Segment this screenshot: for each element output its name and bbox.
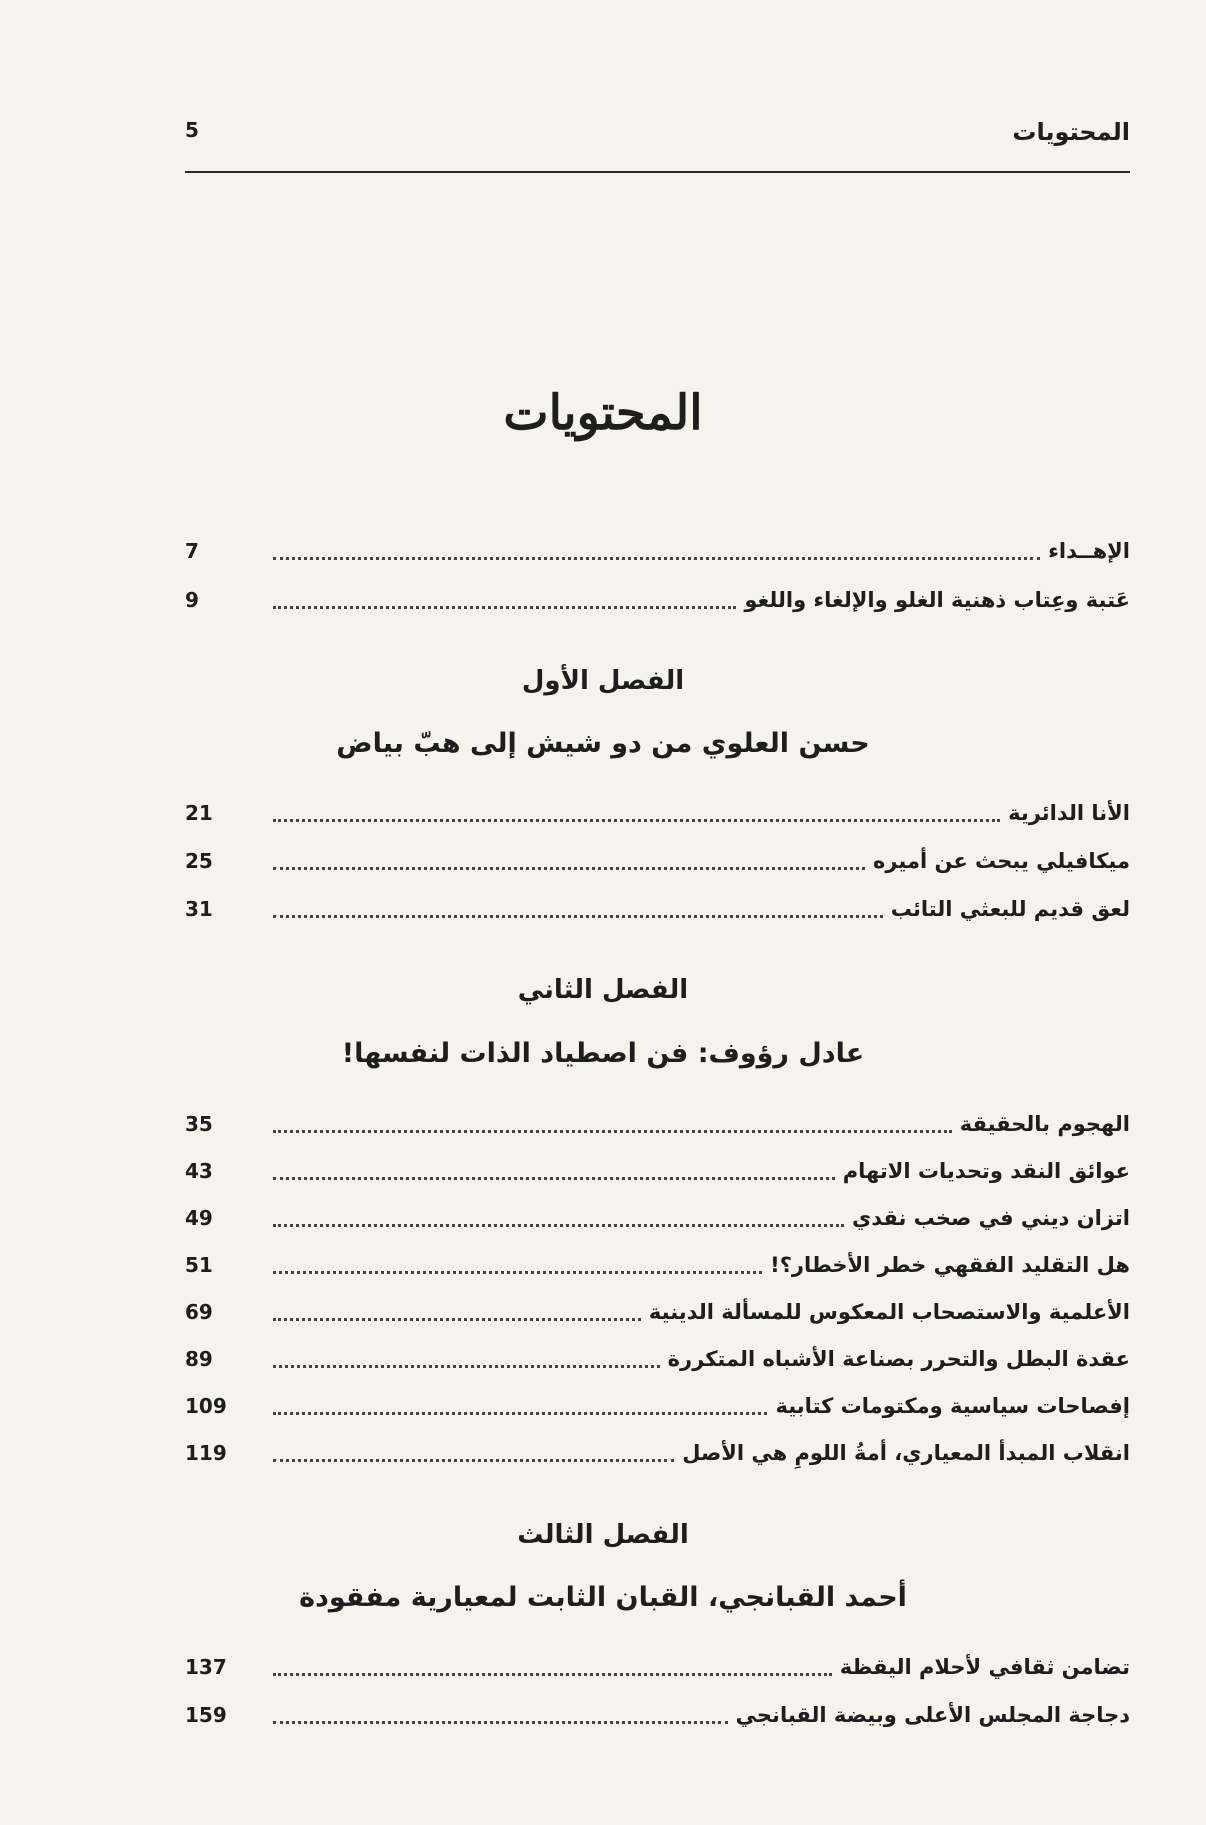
toc-leader: [185, 1153, 843, 1189]
toc-entry-page: 43: [185, 1159, 213, 1183]
toc-entry: [185, 891, 1130, 927]
toc-entry-label: لعق قديم للبعثي التائب: [890, 897, 1130, 921]
toc-entry-label: عوائق النقد وتحديات الاتهام: [842, 1159, 1130, 1183]
toc-entry-label: هل التقليد الفقهي خطر الأخطار؟!: [770, 1253, 1130, 1277]
running-header-page-number: 5: [185, 118, 199, 142]
chapter-subtitle: أحمد القبانجي، القبان الثابت لمعيارية مفقودة: [299, 1582, 907, 1613]
toc-entry: [185, 795, 1130, 831]
toc-entry: [185, 1341, 1130, 1377]
toc-leader: [185, 582, 744, 618]
toc-leader: [185, 1200, 852, 1236]
toc-leader: [185, 1106, 960, 1142]
toc-entry: [185, 1106, 1130, 1142]
toc-leader: [185, 1697, 736, 1733]
toc-entry-label: ميكافيلي يبحث عن أميره: [872, 849, 1130, 873]
toc-entry: [185, 1649, 1130, 1685]
toc-entry-page: 7: [185, 539, 199, 563]
chapter-title: الفصل الثالث: [517, 1520, 689, 1550]
toc-leader: [185, 1247, 770, 1283]
running-header: [185, 118, 1130, 158]
toc-leader: [185, 533, 1048, 569]
toc-entry-page: 159: [185, 1703, 227, 1727]
toc-leader: [185, 891, 891, 927]
toc-entry-label: عقدة البطل والتحرر بصناعة الأشباه المتكررة: [667, 1347, 1130, 1371]
toc-entry: [185, 1435, 1130, 1471]
toc-entry-label: الأعلمية والاستصحاب المعكوس للمسألة الدينية: [648, 1300, 1130, 1324]
chapter-subtitle: عادل رؤوف: فن اصطياد الذات لنفسها!: [341, 1038, 865, 1069]
toc-entry-page: 25: [185, 849, 213, 873]
toc-entry-page: 69: [185, 1300, 213, 1324]
toc-entry-page: 119: [185, 1441, 227, 1465]
toc-entry-page: 21: [185, 801, 213, 825]
toc-entry-label: دجاجة المجلس الأعلى وبيضة القبانجي: [735, 1703, 1130, 1727]
toc-entry: [185, 1153, 1130, 1189]
toc-entry-label: تضامن ثقافي لأحلام اليقظة: [839, 1655, 1130, 1679]
toc-leader: [185, 1388, 775, 1424]
toc-entry-page: 137: [185, 1655, 227, 1679]
toc-entry: [185, 843, 1130, 879]
toc-entry-label: اتزان ديني في صخب نقدي: [851, 1206, 1130, 1230]
toc-entry-page: 9: [185, 588, 199, 612]
toc-entry-page: 31: [185, 897, 213, 921]
toc-entry: [185, 1247, 1130, 1283]
toc-entry: [185, 1388, 1130, 1424]
toc-leader: [185, 1435, 682, 1471]
toc-leader: [185, 795, 1008, 831]
chapter-title: الفصل الثاني: [517, 975, 689, 1005]
toc-entry: [185, 1697, 1130, 1733]
toc-leader: [185, 1649, 840, 1685]
toc-entry-page: 109: [185, 1394, 227, 1418]
toc-leader: [185, 1341, 668, 1377]
toc-entry-page: 35: [185, 1112, 213, 1136]
toc-entry-label: انقلاب المبدأ المعياري، أمةُ اللومِ هي الأصل: [682, 1441, 1130, 1465]
toc-entry-label: إفصاحات سياسية ومكتومات كتابية: [775, 1394, 1130, 1418]
toc-entry-page: 51: [185, 1253, 213, 1277]
running-header-title: المحتويات: [1012, 118, 1130, 146]
toc-entry-label: عَتبة وعِتاب ذهنية الغلو والإلغاء واللغو: [744, 588, 1130, 612]
toc-entry-page: 89: [185, 1347, 213, 1371]
toc-entry: [185, 582, 1130, 618]
page-title: المحتويات: [503, 385, 703, 441]
chapter-subtitle: حسن العلوي من دو شيش إلى هبّ بياض: [336, 728, 870, 759]
toc-entry: [185, 533, 1130, 569]
toc-entry-label: الهجوم بالحقيقة: [959, 1112, 1130, 1136]
toc-leader: [185, 1294, 649, 1330]
toc-entry-label: الإهــداء: [1048, 539, 1130, 563]
toc-entry: [185, 1200, 1130, 1236]
toc-entry: [185, 1294, 1130, 1330]
header-rule: [185, 171, 1130, 173]
toc-entry-page: 49: [185, 1206, 213, 1230]
toc-leader: [185, 843, 873, 879]
toc-entry-label: الأنا الدائرية: [1008, 801, 1130, 825]
chapter-title: الفصل الأول: [521, 666, 685, 696]
